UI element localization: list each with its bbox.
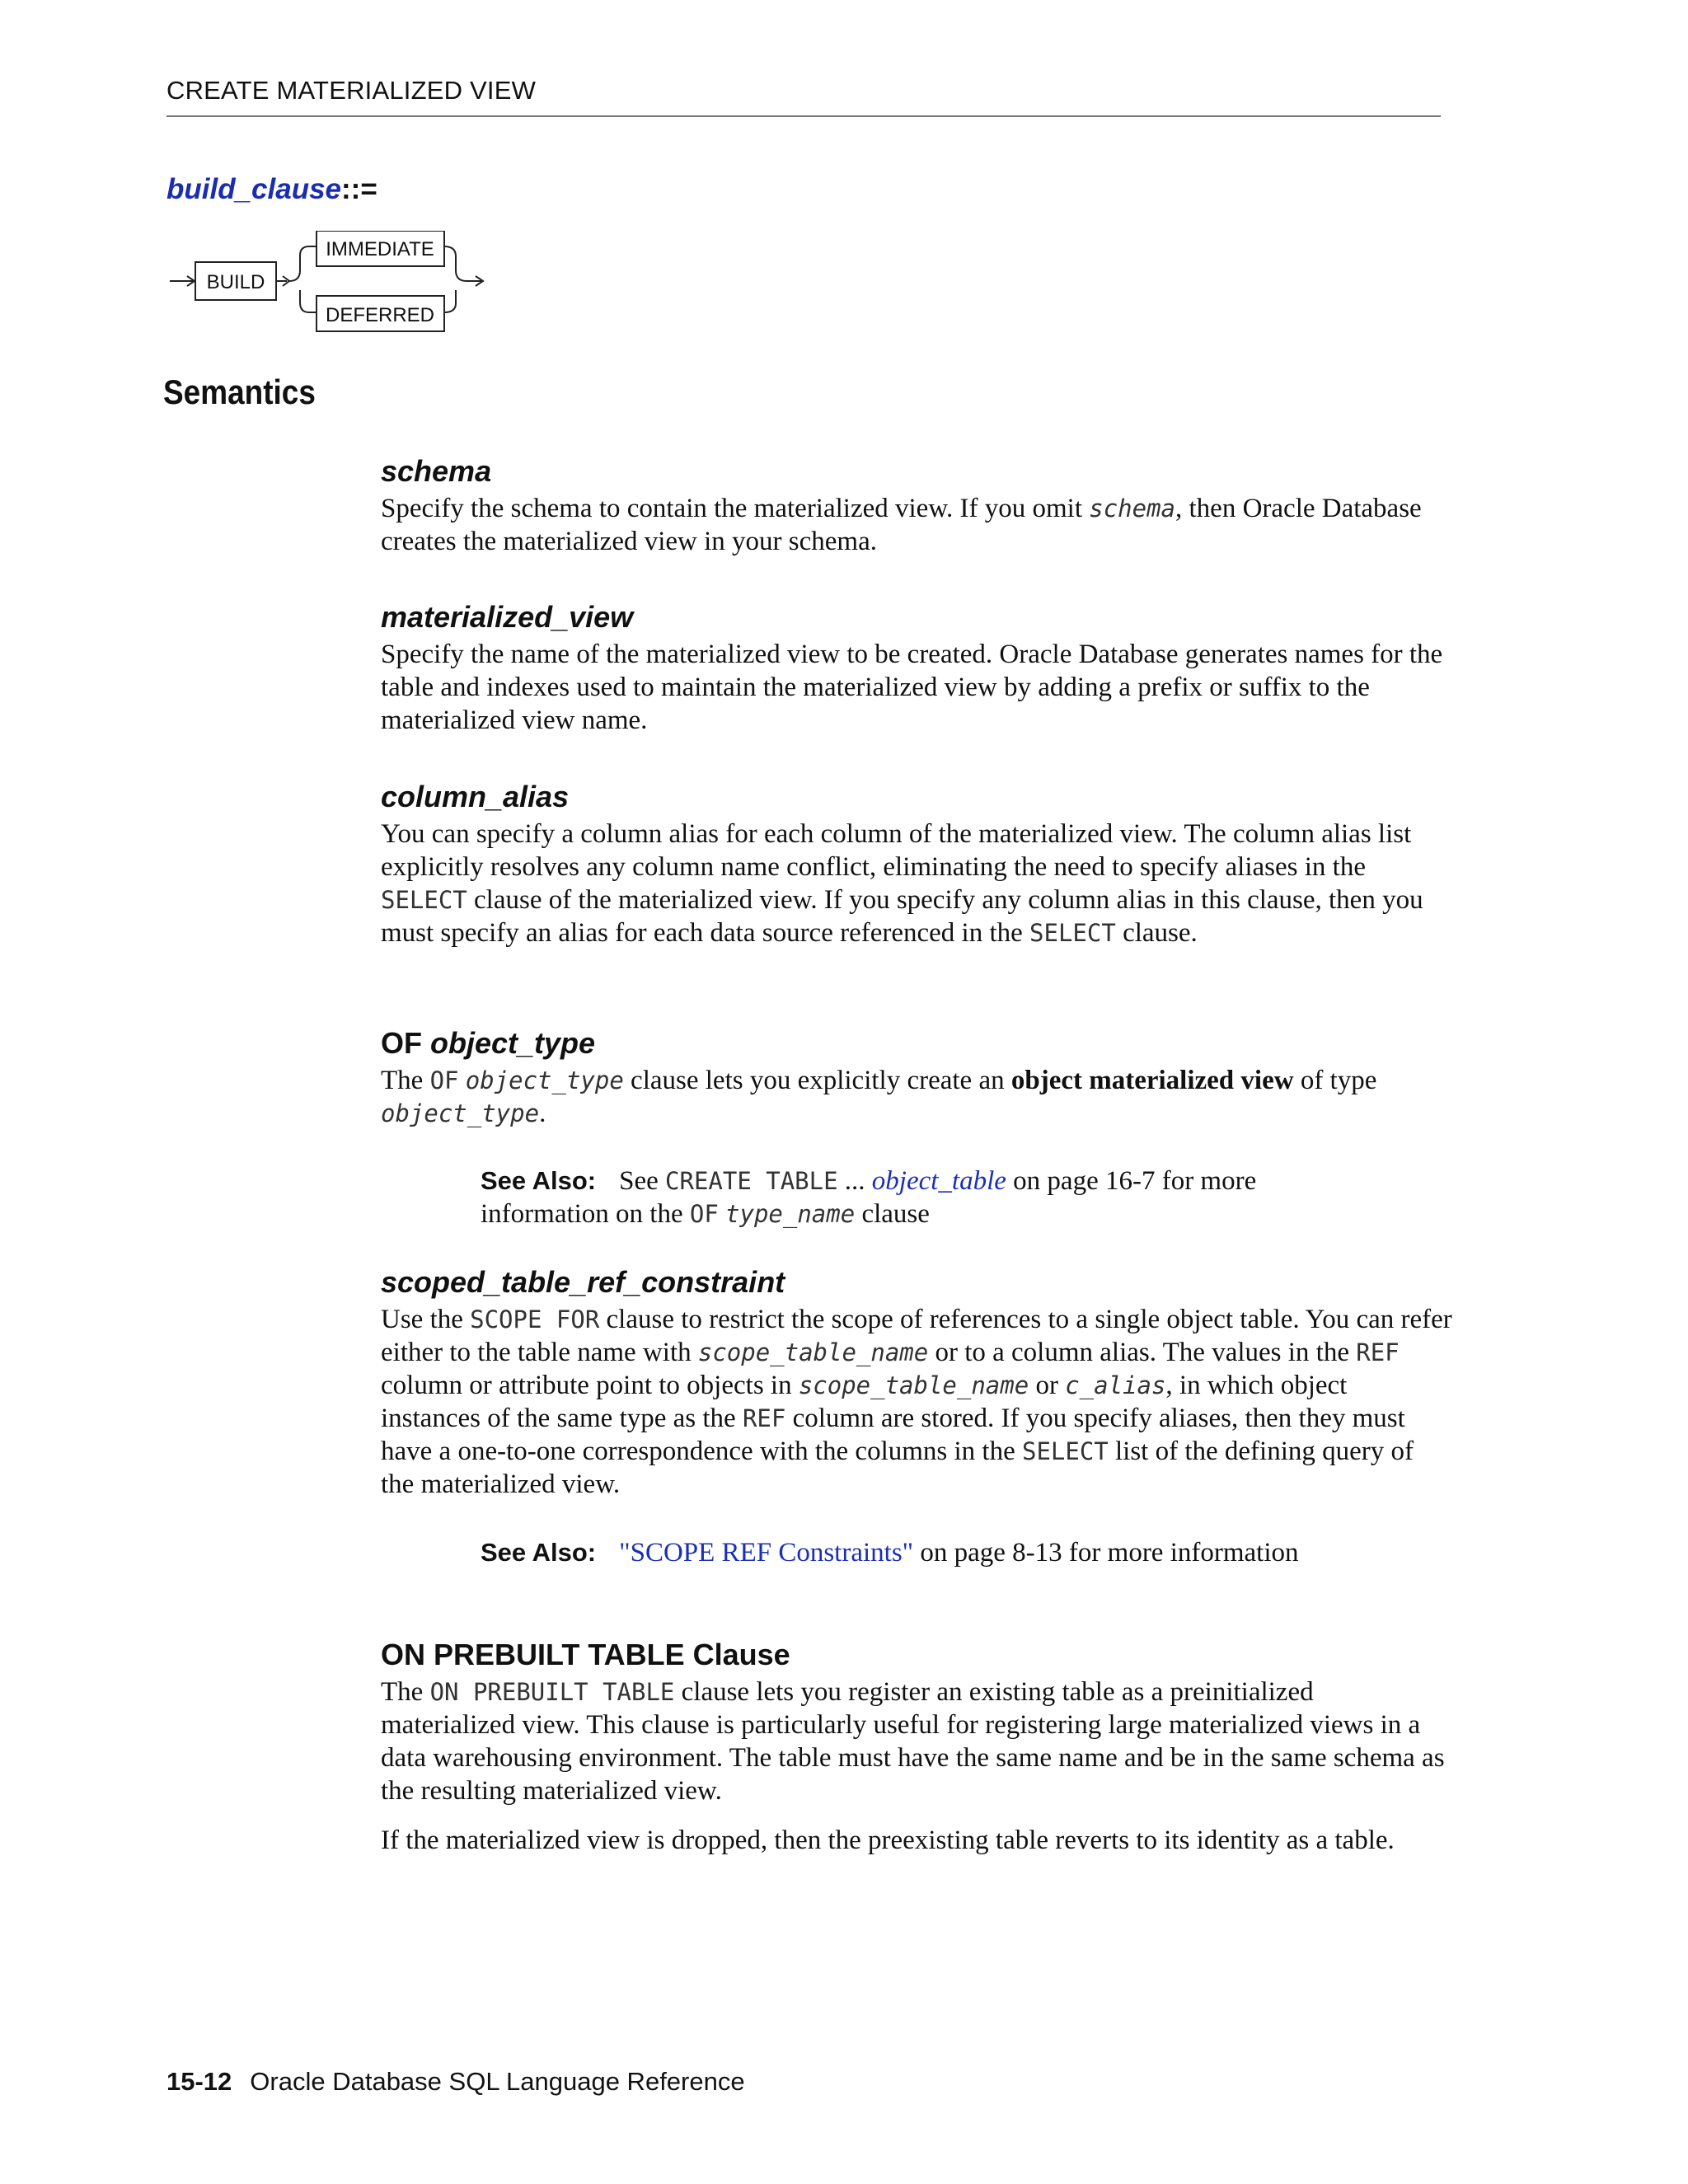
schema-heading: schema	[381, 454, 492, 488]
code-select: SELECT	[381, 886, 467, 914]
of-object-type-heading: OF object_type	[381, 1026, 596, 1060]
build-clause-title	[166, 173, 377, 206]
build-clause-name[interactable]: build_clause	[166, 173, 342, 205]
code-select: SELECT	[1029, 919, 1116, 947]
section-of-object-type	[381, 1024, 1452, 1130]
section-on-prebuilt-table	[381, 1636, 1452, 1857]
scoped-paragraph: Use the SCOPE FOR clause to restrict the scope of references to a single object table. You can refer either to the table name with scope_table_name or to a column alias. The values in the REF column or attribute point to objects in scope_table_name or c_alias, in which object instances of the same type as the REF column are stored. If you specify aliases, then they must have a one-to-one correspondence with the columns in the SELECT list of the defining query of the materialized view.	[381, 1305, 1452, 1499]
semantics-heading: Semantics	[163, 373, 316, 411]
section-schema	[381, 452, 1452, 558]
see-also-label: See Also:	[481, 1538, 597, 1567]
of-object-type-paragraph: The OF object_type clause lets you explicitly create an object materialized view of type object_type.	[381, 1066, 1377, 1128]
schema-paragraph: Specify the schema to contain the materialized view. If you omit schema, then Oracle Database creates the materialized view in your schema.	[381, 494, 1422, 556]
running-head: CREATE MATERIALIZED VIEW	[166, 76, 537, 105]
section-column-alias	[381, 778, 1452, 949]
see-also-object-table: See Also: See CREATE TABLE ... object_table on page 16-7 for more information on the OF type_name clause	[481, 1166, 1257, 1229]
book-title: Oracle Database SQL Language Reference	[250, 2067, 745, 2096]
diagram-immediate-keyword: IMMEDIATE	[326, 238, 434, 260]
scope-ref-constraints-link[interactable]: "SCOPE REF Constraints"	[619, 1538, 914, 1568]
column-alias-paragraph: You can specify a column alias for each column of the materialized view. The column alias list explicitly resolves any column name conflict, eliminating the need to specify aliases in the SELECT clause of the materialized view. If you specify any column alias in this clause, then you must specify an alias for each data source referenced in the SELECT clause.	[381, 819, 1423, 948]
build-clause-syntax-diagram	[165, 231, 495, 338]
materialized-view-paragraph: Specify the name of the materialized view to be created. Oracle Database generates names for the table and indexes used to maintain the materialized view by adding a prefix or suffix to the materialized view name.	[381, 640, 1443, 735]
column-alias-heading: column_alias	[381, 780, 570, 813]
materialized-view-heading: materialized_view	[381, 600, 634, 634]
see-also-scope-ref: See Also: "SCOPE REF Constraints" on page 8-13 for more information	[481, 1538, 1299, 1568]
section-scoped-table-ref-constraint	[381, 1263, 1452, 1501]
header-rule	[166, 115, 1441, 117]
prebuilt-paragraph-2: If the materialized view is dropped, then the preexisting table reverts to its identity as a table.	[381, 1825, 1395, 1855]
build-clause-symbol: ::=	[341, 173, 377, 205]
page-footer	[166, 2067, 745, 2097]
prebuilt-heading: ON PREBUILT TABLE Clause	[381, 1638, 790, 1671]
scoped-heading: scoped_table_ref_constraint	[381, 1265, 785, 1299]
diagram-deferred-keyword: DEFERRED	[325, 304, 435, 326]
section-materialized-view	[381, 598, 1452, 737]
code-schema: schema	[1089, 494, 1176, 523]
prebuilt-paragraph-1: The ON PREBUILT TABLE clause lets you register an existing table as a preinitialized materialized view. This clause is particularly useful for registering large materialized views in a data warehousing environment. The table must have the same name and be in the same schema as the resulting materialized view.	[381, 1677, 1445, 1806]
diagram-build-keyword: BUILD	[206, 271, 265, 293]
object-table-link[interactable]: object_table	[871, 1166, 1006, 1196]
page-number: 15-12	[166, 2067, 232, 2096]
see-also-label: See Also:	[481, 1166, 597, 1195]
